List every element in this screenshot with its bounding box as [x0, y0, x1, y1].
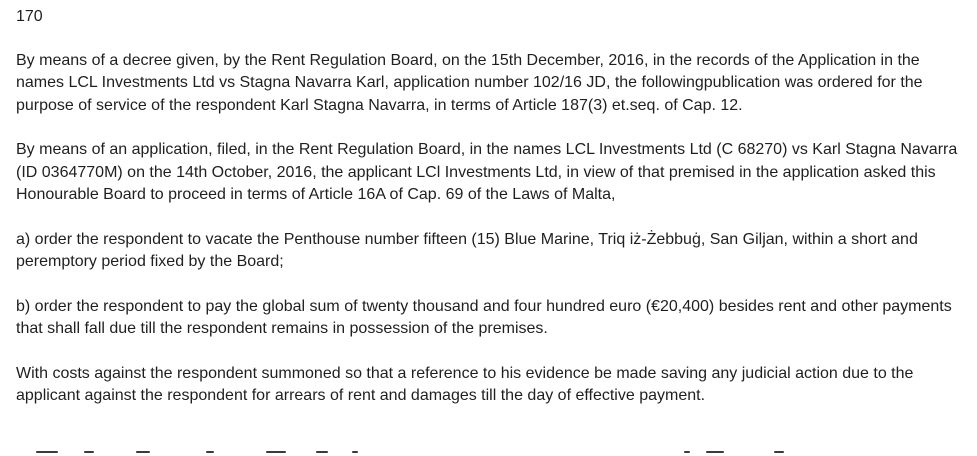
paragraph-decree: By means of a decree given, by the Rent Regulation Board, on the 15th December, 2016, in the records of the Application in the names LCL Investments Ltd vs Stagna Navarra Karl, application number 102/16 JD, the followingpublication was ordered for the purpose of service of the respondent Karl Stagna Navarra, in terms of Article 187(3) et.seq. of Cap. 12.: [16, 51, 923, 114]
truncated-text-line: [16, 444, 796, 456]
paragraph-application: By means of an application, filed, in the Rent Regulation Board, in the names LCL Investments Ltd (C 68270) vs Karl Stagna Navarra (ID 0364770M) on the 14th October, 2016, the applicant LCl Investments Ltd, in view of that premised in the application asked this Honourable Board to proceed in terms of Article 16A of Cap. 69 of the Laws of Malta,: [16, 141, 958, 203]
notice-number: 170: [16, 8, 43, 25]
paragraph-order-b: b) order the respondent to pay the global sum of twenty thousand and four hundred euro (€20,400) besides rent and other payments that shall fall due till the respondent remains in possession of the premises.: [16, 297, 952, 337]
paragraph-order-a: a) order the respondent to vacate the Penthouse number fifteen (15) Blue Marine, Triq iż-Żebbuġ, San Giljan, within a short and peremptory period fixed by the Board;: [16, 230, 918, 270]
paragraph-costs: With costs against the respondent summoned so that a reference to his evidence be made saving any judicial action due to the applicant against the respondent for arrears of rent and damages till the day of effective payment.: [16, 364, 914, 404]
notice-document: [16, 6, 966, 430]
